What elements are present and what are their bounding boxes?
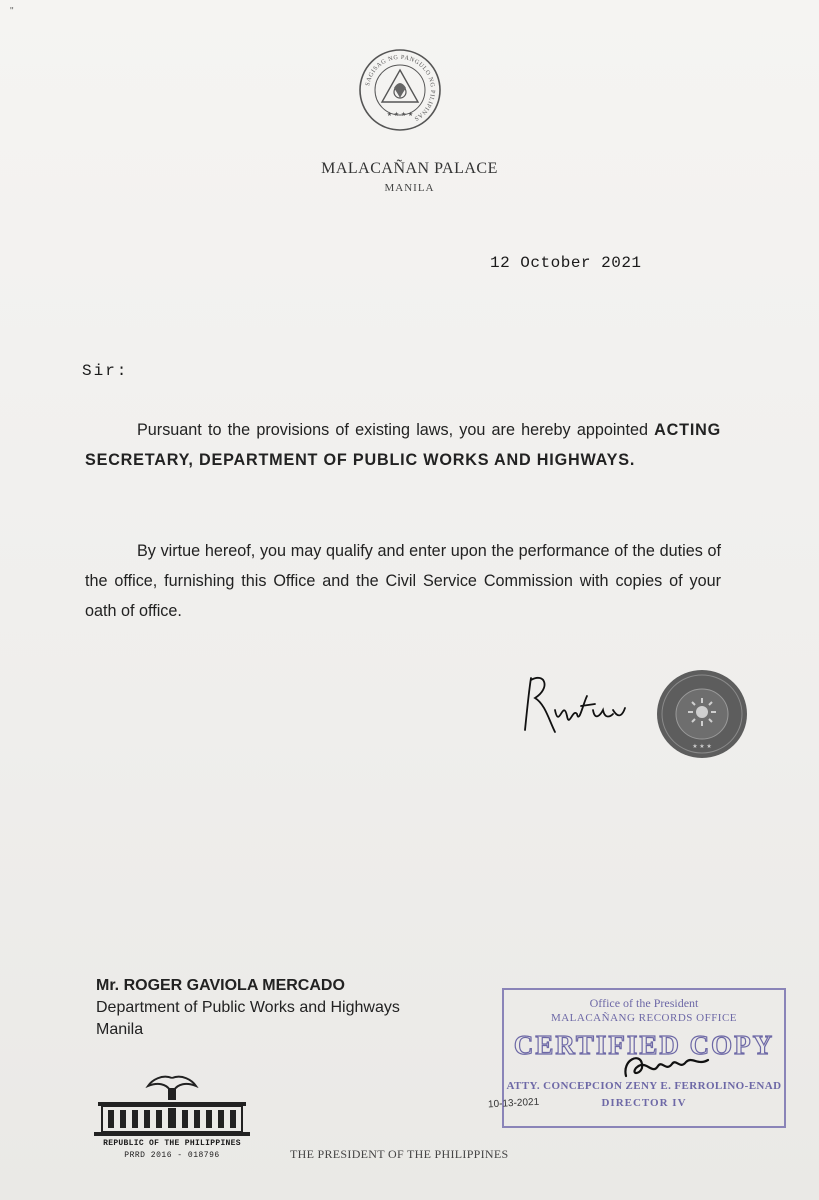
svg-text:★ ★ ★: ★ ★ ★ [692, 744, 712, 750]
addressee-city: Manila [96, 1021, 144, 1038]
palace-city: MANILA [384, 182, 435, 194]
prrd-code: PRRD 2016 - 018796 [124, 1151, 220, 1160]
footer-president: THE PRESIDENT OF THE PHILIPPINES [290, 1147, 509, 1161]
addressee-name: Mr. ROGER GAVIOLA MERCADO [96, 977, 345, 994]
malacanang-building-icon [92, 1074, 252, 1138]
certified-copy-stamp [487, 988, 786, 1128]
stamp-signatory: ATTY. CONCEPCION ZENY E. FERROLINO-ENAD [506, 1080, 782, 1092]
presidential-seal-icon [358, 48, 442, 132]
stamp-handwritten-date: 10-13-2021 [487, 1096, 540, 1111]
addressee-block [96, 975, 400, 1041]
embossed-seal-icon [655, 668, 750, 760]
stamp-designation: DIRECTOR IV [601, 1097, 687, 1109]
appointment-paragraph [85, 415, 721, 475]
salutation: Sir: [82, 362, 129, 380]
corner-mark: " [10, 6, 14, 17]
appointed-position: ACTING SECRETARY, DEPARTMENT OF PUBLIC WORKS AND HIGHWAYS. [85, 421, 722, 469]
president-signature [515, 670, 630, 745]
addressee-department: Department of Public Works and Highways [96, 999, 400, 1016]
appointment-text: Pursuant to the provisions of existing laws, you are hereby appointed [137, 421, 648, 439]
stamp-records-office: MALACAÑANG RECORDS OFFICE [550, 1012, 738, 1024]
republic-label: REPUBLIC OF THE PHILIPPINES [103, 1139, 241, 1148]
palace-name: MALACAÑAN PALACE [321, 160, 498, 177]
stamp-office: Office of the President [589, 996, 699, 1010]
svg-text:★ ★ ★ ★: ★ ★ ★ ★ [386, 112, 414, 118]
stamp-title: CERTIFIED COPY [513, 1030, 775, 1060]
letter-date: 12 October 2021 [490, 254, 642, 272]
duties-text: By virtue hereof, you may qualify and enter upon the performance of the duties of the office, furnishing this Office and the Civil Service Commission with copies of your oath of office. [85, 542, 721, 620]
duties-paragraph [85, 536, 721, 626]
svg-text:SAGISAG NG PANGULO NG PILIPINA: SAGISAG NG PANGULO NG PILIPINAS [364, 53, 437, 123]
